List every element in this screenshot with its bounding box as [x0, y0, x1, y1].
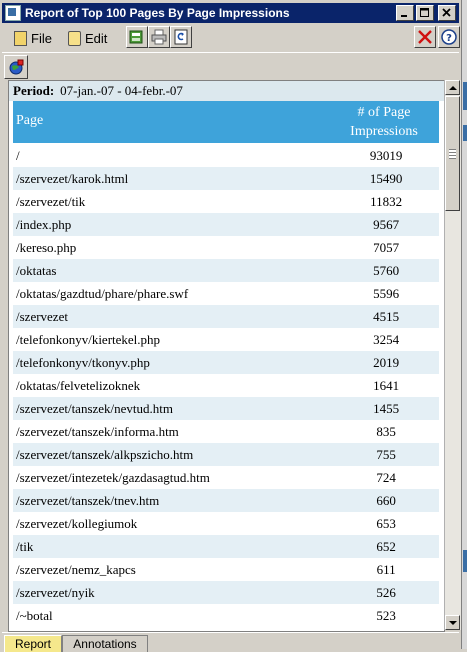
cell-impressions: 611 [376, 561, 396, 577]
help-icon [441, 29, 457, 45]
cell-impressions: 3254 [373, 331, 400, 347]
menu-file[interactable] [14, 28, 52, 48]
cell-page: /szervezet/nyik [16, 584, 95, 600]
cell-page: /kereso.php [16, 239, 77, 255]
menu-edit[interactable] [68, 28, 107, 48]
cell-impressions: 660 [376, 492, 396, 508]
cell-impressions: 2019 [373, 354, 400, 370]
cell-impressions: 526 [376, 584, 396, 600]
cell-page: /oktatas/gazdtud/phare/phare.swf [16, 285, 189, 301]
cell-impressions: 7057 [373, 239, 400, 255]
menu-edit-label: Edit [85, 30, 108, 46]
report-content [8, 80, 445, 632]
period-bar [9, 81, 444, 101]
scroll-up-button[interactable] [445, 80, 460, 95]
close-doc-icon [417, 29, 433, 45]
cell-page: /szervezet/karok.html [16, 170, 129, 186]
cell-impressions: 1641 [373, 377, 400, 393]
background-window-edge [461, 0, 467, 649]
table-row[interactable] [13, 558, 439, 581]
table-row[interactable] [13, 259, 439, 282]
menu-file-label: File [31, 30, 52, 46]
table-row[interactable] [13, 236, 439, 259]
cell-page: /szervezet/tanszek/tnev.htm [16, 492, 160, 508]
cell-page: /tik [16, 538, 34, 554]
globe-icon [7, 58, 25, 76]
help-button[interactable] [438, 26, 460, 48]
table-row[interactable] [13, 535, 439, 558]
table-row[interactable] [13, 443, 439, 466]
cell-page: /szervezet/nemz_kapcs [16, 561, 136, 577]
cell-impressions: 93019 [369, 147, 403, 163]
menu-bar [2, 25, 459, 51]
cell-page: /telefonkonyv/kiertekel.php [16, 331, 161, 347]
cell-page: /szervezet/tanszek/alkpszicho.htm [16, 446, 194, 462]
cell-page: /oktatas [16, 262, 57, 278]
secondary-toolbar [2, 52, 459, 81]
cell-page: /szervezet [16, 308, 68, 324]
table-header [13, 101, 439, 143]
table-row[interactable] [13, 282, 439, 305]
column-header-impressions-line1: # of Page [357, 105, 411, 120]
scroll-down-button[interactable] [445, 615, 460, 630]
cell-page: /szervezet/intezetek/gazdasagtud.htm [16, 469, 210, 485]
arrow-up-icon [449, 85, 457, 91]
background-window-strip [463, 125, 467, 141]
cell-page: /szervezet/tanszek/nevtud.htm [16, 400, 174, 416]
file-icon [14, 31, 27, 46]
table-row[interactable] [13, 144, 439, 167]
refresh-icon [173, 29, 189, 45]
background-window-strip [463, 82, 467, 110]
cell-impressions: 5596 [373, 285, 400, 301]
edit-icon [68, 31, 81, 46]
column-header-impressions-line2: Impressions [350, 124, 418, 139]
cell-page: / [16, 147, 20, 163]
vertical-scrollbar[interactable] [444, 80, 461, 630]
table-row[interactable] [13, 512, 439, 535]
globe-button[interactable] [4, 55, 28, 79]
table-row[interactable] [13, 213, 439, 236]
cell-impressions: 9567 [373, 216, 400, 232]
print-button[interactable] [148, 26, 170, 48]
cell-page: /oktatas/felvetelizoknek [16, 377, 141, 393]
table-row[interactable] [13, 604, 439, 627]
table-row[interactable] [13, 351, 439, 374]
minimize-icon [400, 8, 410, 18]
column-header-impressions[interactable] [331, 103, 437, 141]
table-row[interactable] [13, 397, 439, 420]
cell-page: /telefonkonyv/tkonyv.php [16, 354, 150, 370]
period-label: Period: [13, 83, 55, 98]
table-row[interactable] [13, 420, 439, 443]
cell-impressions: 652 [376, 538, 396, 554]
tab-annotations[interactable]: Annotations [62, 635, 148, 652]
background-window-strip [463, 550, 467, 572]
cell-impressions: 523 [376, 607, 396, 623]
cell-impressions: 755 [376, 446, 396, 462]
table-row[interactable] [13, 489, 439, 512]
cell-page: /szervezet/tik [16, 193, 86, 209]
table-row[interactable] [13, 190, 439, 213]
arrow-down-icon [449, 620, 457, 626]
app-icon [5, 5, 21, 21]
scroll-thumb[interactable] [445, 96, 460, 211]
cell-impressions: 835 [376, 423, 396, 439]
table-row[interactable] [13, 328, 439, 351]
cell-impressions: 724 [376, 469, 396, 485]
close-report-button[interactable] [414, 26, 436, 48]
cell-impressions: 4515 [373, 308, 400, 324]
tab-report[interactable]: Report [4, 635, 62, 652]
table-row[interactable] [13, 466, 439, 489]
tab-bar [2, 632, 459, 650]
cell-impressions: 653 [376, 515, 396, 531]
close-button[interactable] [438, 5, 456, 21]
cell-page: /szervezet/tanszek/informa.htm [16, 423, 179, 439]
table-body [13, 144, 439, 627]
cell-impressions: 11832 [370, 193, 403, 209]
print-icon [151, 29, 167, 45]
period-value: 07-jan.-07 - 04-febr.-07 [60, 83, 183, 98]
column-header-page[interactable]: Page [16, 113, 44, 128]
maximize-icon [420, 8, 430, 18]
table-row[interactable] [13, 305, 439, 328]
title-bar[interactable] [2, 3, 459, 23]
export-button[interactable] [126, 26, 148, 48]
svg-text:?: ? [446, 33, 452, 44]
maximize-button[interactable] [416, 5, 434, 21]
scroll-grip [449, 149, 456, 159]
cell-page: /~botal [16, 607, 53, 623]
table-row[interactable] [13, 374, 439, 397]
export-icon [129, 29, 145, 45]
table-row[interactable] [13, 581, 439, 604]
minimize-button[interactable] [396, 5, 414, 21]
cell-page: /szervezet/kollegiumok [16, 515, 138, 531]
refresh-button[interactable] [170, 26, 192, 48]
close-icon [442, 8, 452, 18]
cell-impressions: 15490 [369, 170, 403, 186]
table-row[interactable] [13, 167, 439, 190]
cell-impressions: 1455 [373, 400, 400, 416]
window-title: Report of Top 100 Pages By Page Impressions [25, 6, 290, 20]
cell-impressions: 5760 [373, 262, 400, 278]
cell-page: /index.php [16, 216, 72, 232]
